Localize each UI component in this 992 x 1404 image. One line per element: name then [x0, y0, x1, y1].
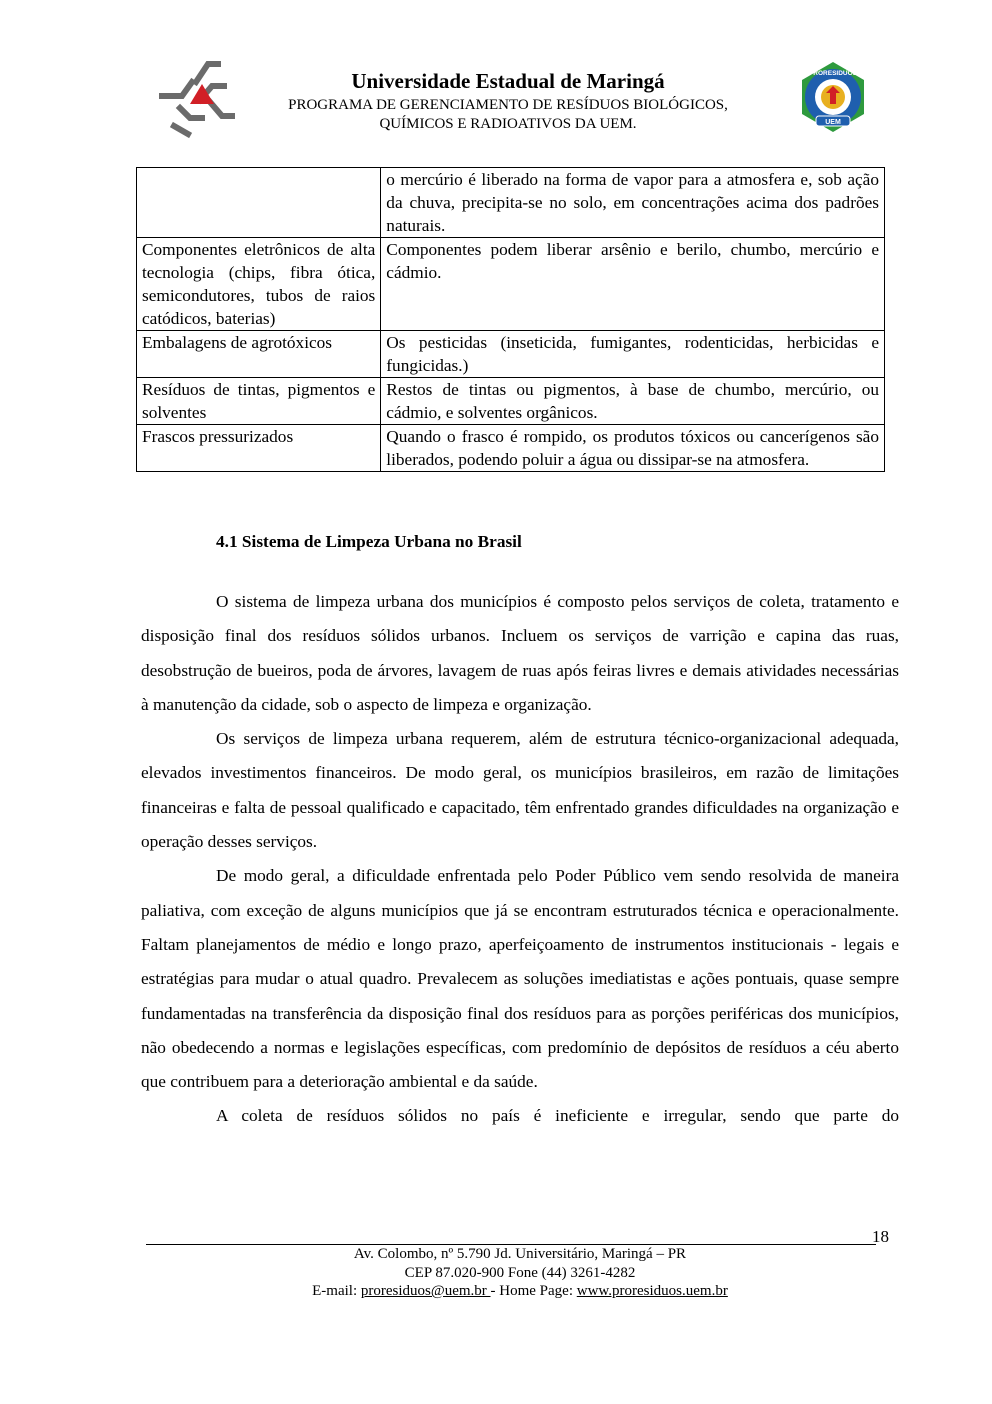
email-label: E-mail:	[312, 1283, 361, 1299]
footer-address: Av. Colombo, nº 5.790 Jd. Universitário, Maringá – PR	[353, 1246, 687, 1262]
paragraph: Os serviços de limpeza urbana requerem, além de estrutura técnico-organizacional adequada, elevados investimentos financeiros. De modo geral, os municípios brasileiros, em razão de limitações financeiras e falta de pessoal qualificado e capacitado, têm enfrentado grandes dificuldades na organização e operação desses serviços.	[141, 729, 899, 852]
section-body	[141, 585, 899, 1134]
paragraph: De modo geral, a dificuldade enfrentada pelo Poder Público vem sendo resolvida de maneira paliativa, com exceção de alguns municípios que já se encontram estruturados técnica e operacionalmente. Faltam planejamentos de médio e longo prazo, aperfeiçoamento de instrumentos institucionais - legais e estratégias para mudar o atual quadro. Prevalecem as soluções imediatistas e ações pontuais, quase sempre fundamentadas na transferência da disposição final dos resíduos para as porções periféricas dos municípios, não obedecendo a normas e legislações específicas, com predomínio de depósitos de resíduos a céu aberto que contribuem para a deterioração ambiental e da saúde.	[141, 866, 899, 1092]
footer-contact	[140, 1282, 900, 1301]
university-name: Universidade Estadual de Maringá	[351, 69, 665, 93]
table-row	[137, 238, 885, 331]
email-link[interactable]: proresiduos@uem.br	[360, 1283, 491, 1299]
table-cell-description: Componentes podem liberar arsênio e berilo, chumbo, mercúrio e cádmio.	[381, 238, 885, 331]
homepage-link[interactable]: www.proresiduos.uem.br	[576, 1283, 728, 1299]
page-number: 18	[872, 1227, 889, 1246]
table-cell-item	[137, 168, 381, 238]
footer	[140, 1245, 900, 1301]
table-cell-description: Restos de tintas ou pigmentos, à base de chumbo, mercúrio, ou cádmio, e solventes orgânicos.	[381, 378, 885, 425]
table-cell-item: Embalagens de agrotóxicos	[137, 331, 381, 378]
table-row	[137, 425, 885, 472]
homepage-label: - Home Page:	[490, 1283, 577, 1299]
table-cell-description: Quando o frasco é rompido, os produtos tóxicos ou cancerígenos são liberados, podendo poluir a água ou dissipar-se na atmosfera.	[381, 425, 885, 472]
program-line-2: QUÍMICOS E RADIOATIVOS DA UEM.	[379, 116, 637, 132]
program-subtitle	[240, 96, 776, 134]
section-title: 4.1 Sistema de Limpeza Urbana no Brasil	[216, 532, 522, 551]
table-cell-item: Frascos pressurizados	[137, 425, 381, 472]
program-line-1: PROGRAMA DE GERENCIAMENTO DE RESÍDUOS BIOLÓGICOS,	[288, 97, 728, 113]
proresiduos-logo-text: PRORESIDUOS	[808, 70, 858, 77]
table-cell-item: Resíduos de tintas, pigmentos e solventes	[137, 378, 381, 425]
paragraph: O sistema de limpeza urbana dos municípios é composto pelos serviços de coleta, tratamento e disposição final dos resíduos sólidos urbanos. Incluem os serviços de varrição e capina das ruas, desobstrução de bueiros, poda de árvores, lavagem de ruas após feiras livres e demais atividades necessárias à manutenção da cidade, sob o aspecto de limpeza e organização.	[141, 592, 899, 714]
paragraph: A coleta de resíduos sólidos no país é ineficiente e irregular, sendo que parte do	[216, 1106, 899, 1126]
footer-cep-phone: CEP 87.020-900 Fone (44) 3261-4282	[404, 1264, 636, 1281]
uem-logo-icon	[152, 56, 236, 140]
table-row	[137, 331, 885, 378]
proresiduos-logo-icon	[796, 60, 870, 134]
table-row	[137, 378, 885, 425]
table-row	[137, 168, 885, 238]
table-cell-item: Componentes eletrônicos de alta tecnologia (chips, fibra ótica, semicondutores, tubos de raios catódicos, baterias)	[137, 238, 381, 331]
proresiduos-logo-subtext: UEM	[825, 119, 841, 126]
residuos-table	[136, 167, 885, 472]
table-cell-description: o mercúrio é liberado na forma de vapor para a atmosfera e, sob ação da chuva, precipita-se no solo, em concentrações acima dos padrões naturais.	[381, 168, 885, 238]
table-cell-description: Os pesticidas (inseticida, fumigantes, rodenticidas, herbicidas e fungicidas.)	[381, 331, 885, 378]
